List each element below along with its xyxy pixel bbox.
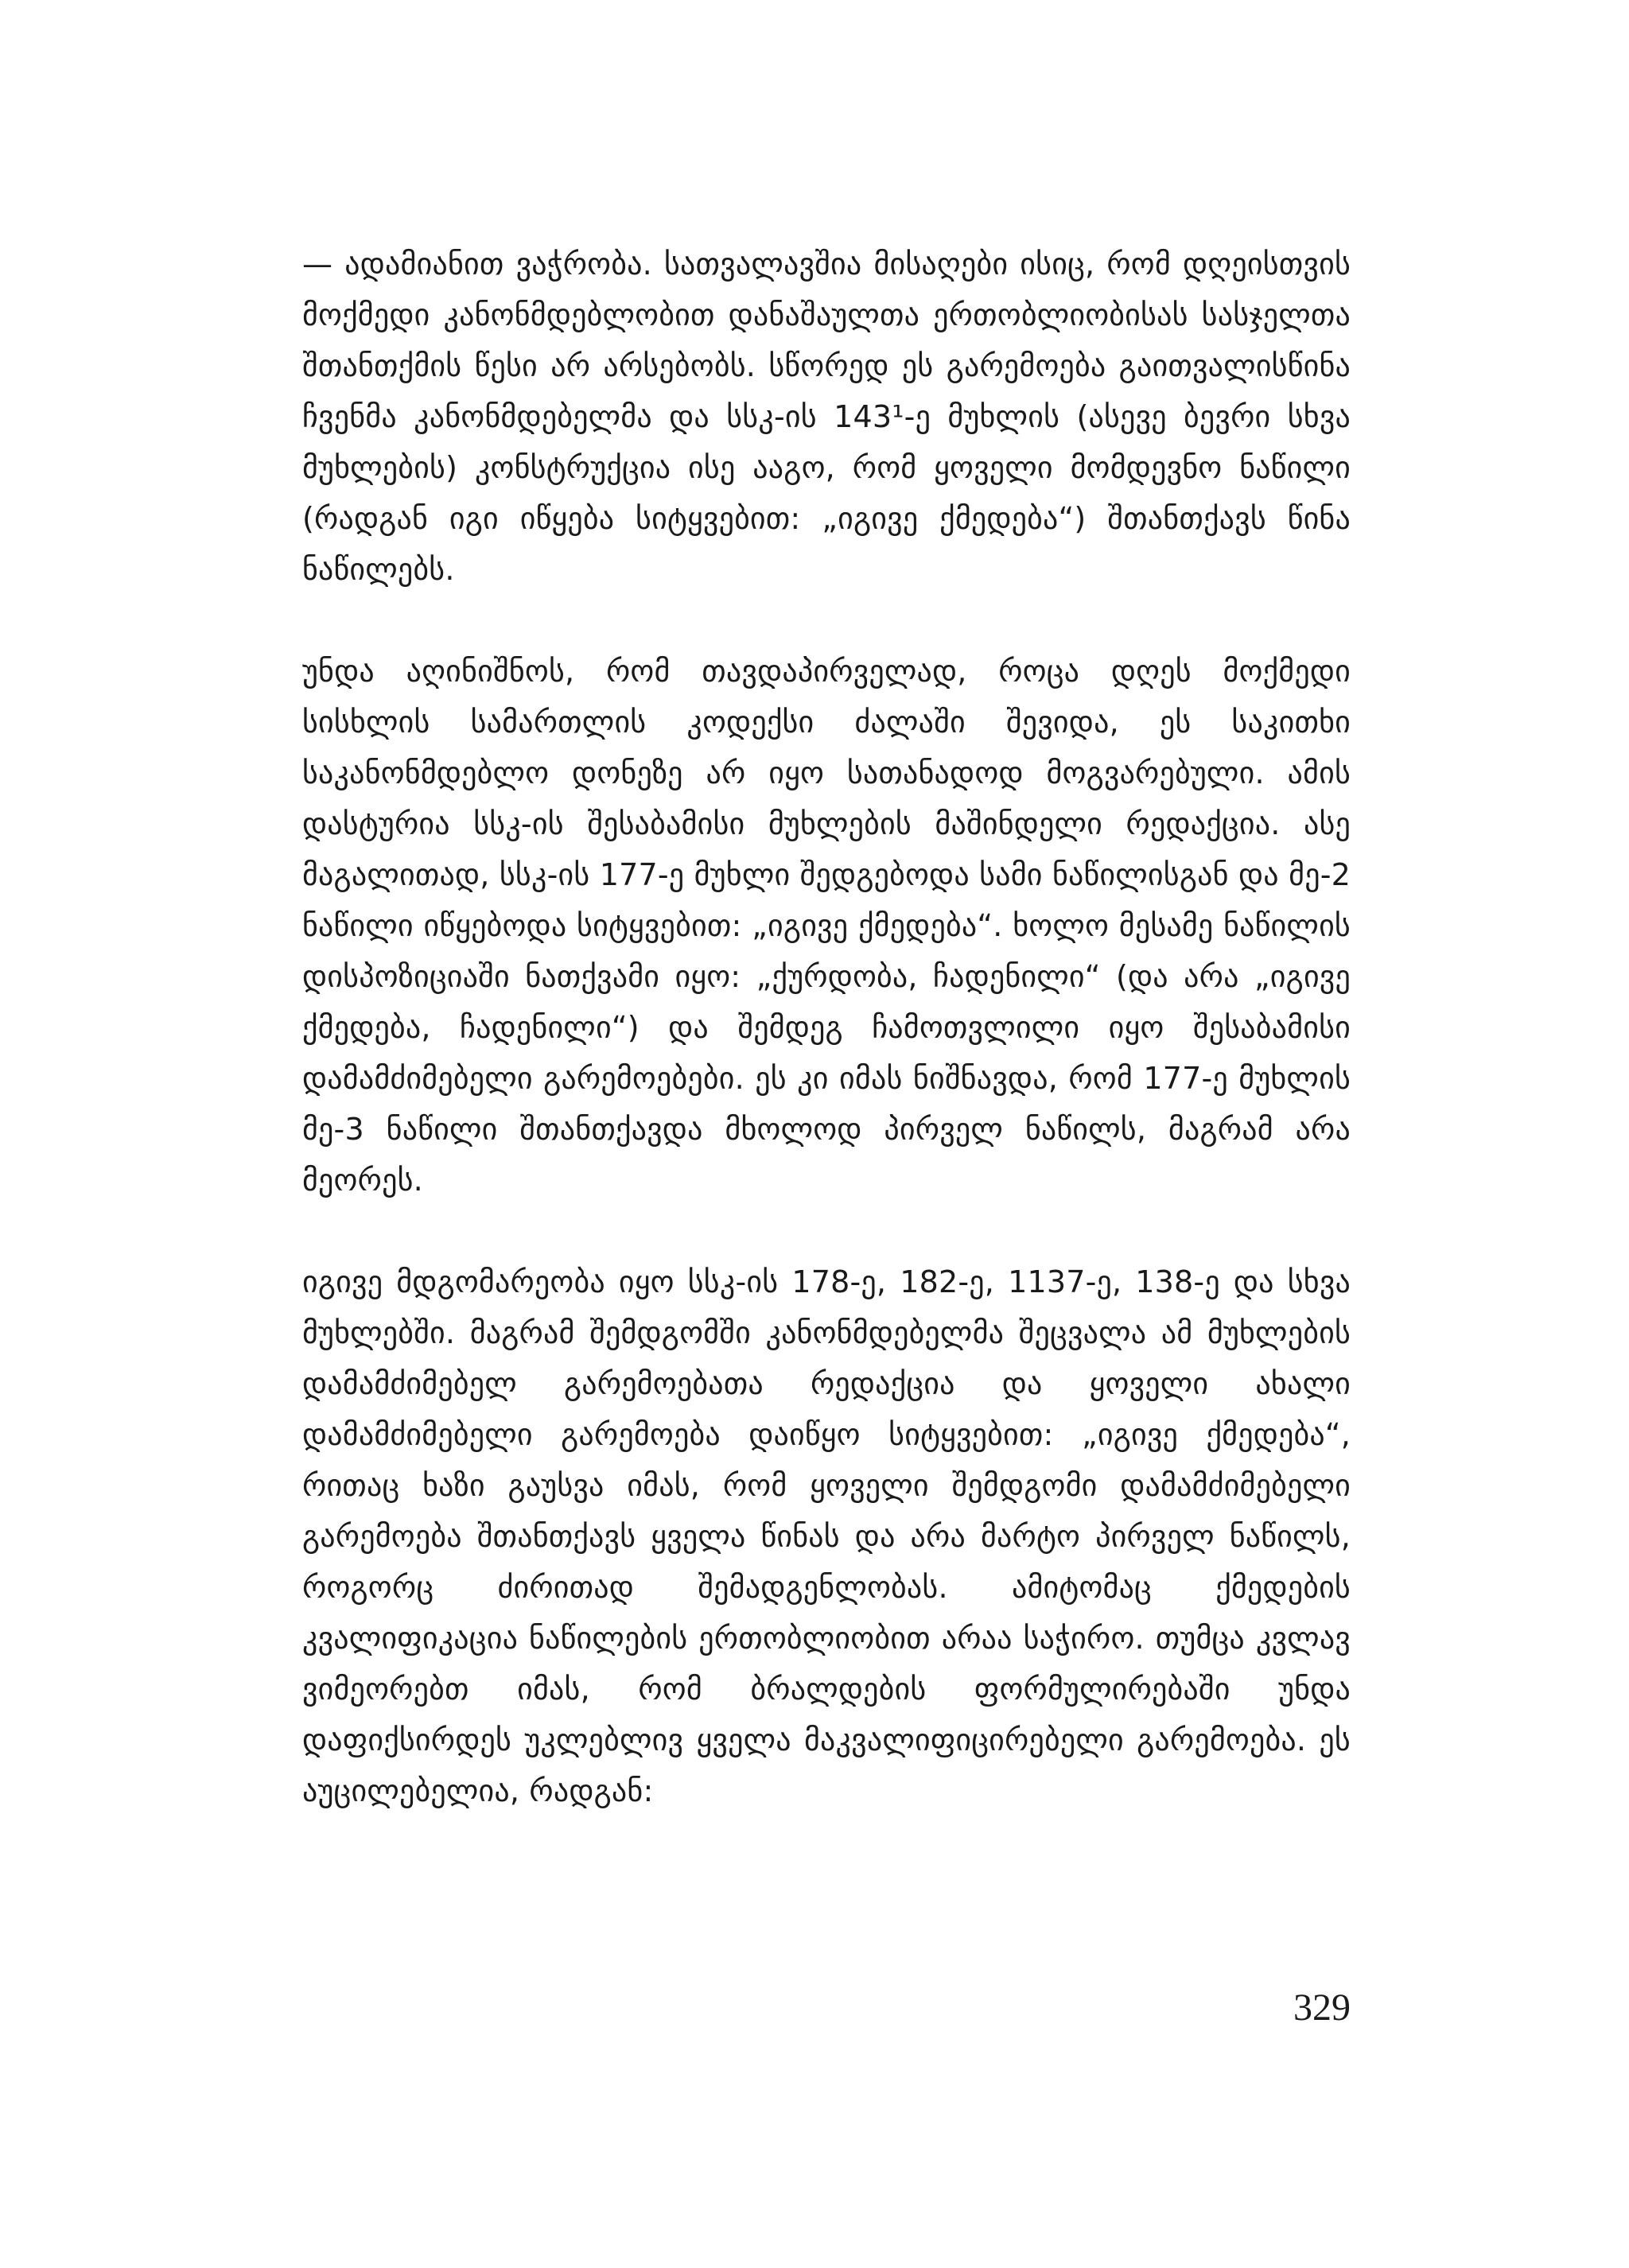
paragraph-2: უნდა აღინიშნოს, რომ თავდაპირველად, როცა დღეს მოქმედი სისხლის სამართლის კოდექსი ძალაში შევიდა, ეს საკითხი საკანონმდებლო დონეზე არ იყო სათანადოდ მოგვარებული. ამის დასტურია სსკ-ის შესაბამისი მუხლების მაშინდელი რედაქცია. ასე მაგალითად, სსკ-ის 177-ე მუხლი შედგებოდა სამი ნაწილისგან და მე-2 ნაწილი იწყებოდა სიტყვებით: „იგივე ქმედება“. ხოლო მესამე ნაწილის დისპოზიციაში ნათქვამი იყო: „ქურდობა, ჩადენილი“ (და არა „იგივე ქმედება, ჩადენილი“) და შემდეგ ჩამოთვლილი იყო შესაბამისი დამამძიმებელი გარემოებები. ეს კი იმას ნიშნავდა, რომ 177-ე მუხლის მე-3 ნაწილი შთანთქავდა მხოლოდ პირველ ნაწილს, მაგრამ არა მეორეს. <box>302 654 1351 1198</box>
page-number: 329 <box>1293 1986 1351 2029</box>
paragraph-1: — ადამიანით ვაჭრობა. სათვალავშია მისაღები ისიც, რომ დღეისთვის მოქმედი კანონმდებლობით დანაშაულთა ერთობლიობისას სასჯელთა შთანთქმის წესი არ არსებობს. სწორედ ეს გარემოება გაითვალისწინა ჩვენმა კანონმდებელმა და სსკ-ის 143¹-ე მუხლის (ასევე ბევრი სხვა მუხლების) კონსტრუქცია ისე ააგო, რომ ყოველი მომდევნო ნაწილი (რადგან იგი იწყება სიტყვებით: „იგივე ქმედება“) შთანთქავს წინა ნაწილებს. <box>302 247 1351 587</box>
paragraph-3: იგივე მდგომარეობა იყო სსკ-ის 178-ე, 182-ე, 1137-ე, 138-ე და სხვა მუხლებში. მაგრამ შემდგომში კანონმდებელმა შეცვალა ამ მუხლების დამამძიმებელ გარემოებათა რედაქცია და ყოველი ახალი დამამძიმებელი გარემოება დაიწყო სიტყვებით: „იგივე ქმედება“, რითაც ხაზი გაუსვა იმას, რომ ყოველი შემდგომი დამამძიმებელი გარემოება შთანთქავს ყველა წინას და არა მარტო პირველ ნაწილს, როგორც ძირითად შემადგენლობას. ამიტომაც ქმედების კვალიფიკაცია ნაწილების ერთობლიობით არაა საჭირო. თუმცა კვლავ ვიმეორებთ იმას, რომ ბრალდების ფორმულირებაში უნდა დაფიქსირდეს უკლებლივ ყველა მაკვალიფიცირებელი გარემოება. ეს აუცილებელია, რადგან: <box>302 1264 1351 1808</box>
body-text <box>302 239 1351 1816</box>
